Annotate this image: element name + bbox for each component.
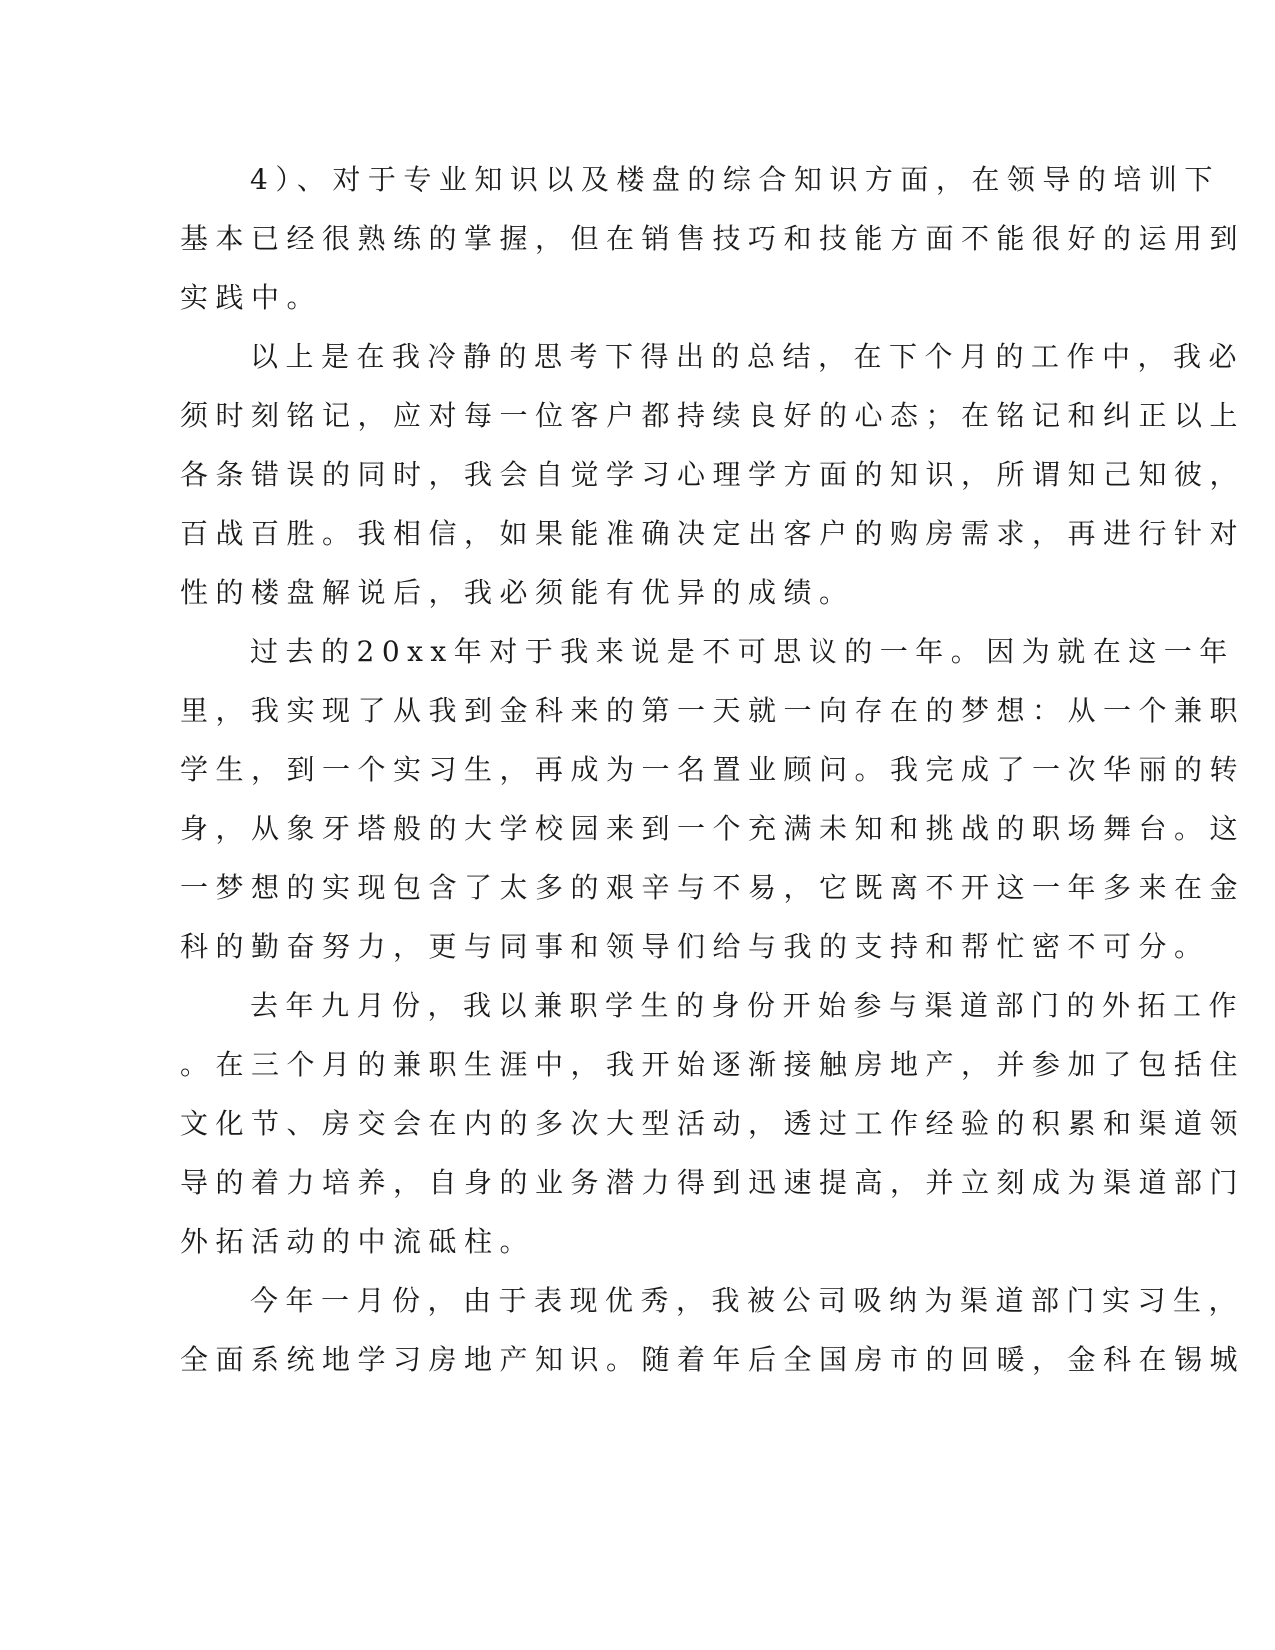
text-line: 4）、对于专业知识以及楼盘的综合知识方面，在领导的培训下 [250, 163, 1220, 196]
text-line: 今年一月份，由于表现优秀，我被公司吸纳为渠道部门实习生， [250, 1284, 1245, 1317]
text-line: 学生，到一个实习生，再成为一名置业顾问。我完成了一次华丽的转 [180, 753, 1246, 786]
text-line: 实践中。 [180, 281, 323, 314]
text-line: 过去的20xx年对于我来说是不可思议的一年。因为就在这一年 [250, 635, 1235, 668]
text-line: 身，从象牙塔般的大学校园来到一个充满未知和挑战的职场舞台。这 [180, 812, 1246, 845]
text-line: 百战百胜。我相信，如果能准确决定出客户的购房需求，再进行针对 [180, 517, 1246, 550]
text-line: 去年九月份，我以兼职学生的身份开始参与渠道部门的外拓工作 [250, 989, 1245, 1022]
text-line: 各条错误的同时，我会自觉学习心理学方面的知识，所谓知己知彼， [180, 458, 1246, 491]
text-line: 须时刻铭记，应对每一位客户都持续良好的心态；在铭记和纠正以上 [180, 399, 1246, 432]
text-line: 里，我实现了从我到金科来的第一天就一向存在的梦想：从一个兼职 [180, 694, 1246, 727]
text-line: 科的勤奋努力，更与同事和领导们给与我的支持和帮忙密不可分。 [180, 930, 1210, 963]
text-line: 全面系统地学习房地产知识。随着年后全国房市的回暖，金科在锡城 [180, 1343, 1246, 1376]
text-line: 文化节、房交会在内的多次大型活动，透过工作经验的积累和渠道领 [180, 1107, 1246, 1140]
text-line: 外拓活动的中流砥柱。 [180, 1225, 536, 1258]
text-line: 基本已经很熟练的掌握，但在销售技巧和技能方面不能很好的运用到 [180, 222, 1246, 255]
text-line: 一梦想的实现包含了太多的艰辛与不易，它既离不开这一年多来在金 [180, 871, 1246, 904]
text-line: 以上是在我冷静的思考下得出的总结，在下个月的工作中，我必 [250, 340, 1245, 373]
text-line: 导的着力培养，自身的业务潜力得到迅速提高，并立刻成为渠道部门 [180, 1166, 1246, 1199]
text-line: 性的楼盘解说后，我必须能有优异的成绩。 [180, 576, 855, 609]
text-line: 。在三个月的兼职生涯中，我开始逐渐接触房地产，并参加了包括住 [180, 1048, 1246, 1081]
